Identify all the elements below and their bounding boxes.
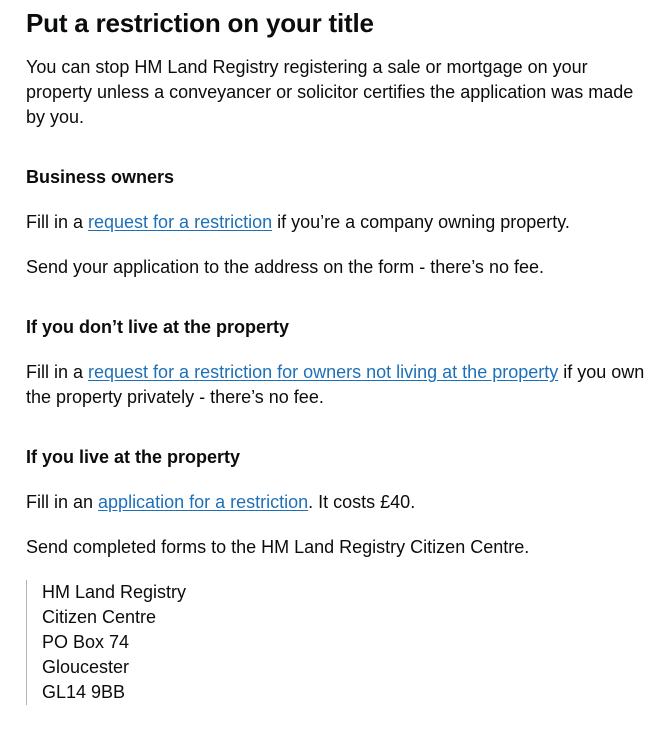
- not-living-fill-in-paragraph: [26, 360, 656, 410]
- business-send-paragraph: Send your application to the address on the form - there’s no fee.: [26, 257, 544, 277]
- intro-paragraph: You can stop HM Land Registry registering a sale or mortgage on your property unless a conveyancer or solicitor certifies the application was made by you.: [26, 57, 634, 127]
- request-for-restriction-link[interactable]: request for a restriction: [88, 212, 273, 232]
- address-line-1: HM Land Registry: [42, 582, 187, 602]
- application-for-restriction-link[interactable]: application for a restriction: [98, 492, 309, 512]
- not-living-text-before: Fill in a: [26, 362, 89, 382]
- not-living-text-after: if you own the property privately - there’s no fee.: [26, 362, 645, 407]
- address-line-3: PO Box 74: [42, 632, 130, 652]
- business-fill-in-text-after: if you’re a company owning property.: [272, 212, 570, 232]
- address-line-2: Citizen Centre: [42, 607, 157, 627]
- business-fill-in-paragraph: [26, 210, 656, 235]
- citizen-centre-address: [26, 580, 656, 705]
- main-content: [26, 0, 656, 705]
- address-line-4: Gloucester: [42, 657, 130, 677]
- living-heading: If you live at the property: [26, 447, 241, 467]
- not-living-heading: If you don’t live at the property: [26, 317, 290, 337]
- address-line-5: GL14 9BB: [42, 682, 126, 702]
- business-owners-heading: Business owners: [26, 167, 175, 187]
- living-fill-in-paragraph: [26, 490, 656, 515]
- page-title: Put a restriction on your title: [26, 8, 374, 38]
- living-text-after: . It costs £40.: [308, 492, 416, 512]
- living-text-before: Fill in an: [26, 492, 99, 512]
- request-for-restriction-not-living-link[interactable]: request for a restriction for owners not living at the property: [88, 362, 559, 382]
- business-fill-in-text-before: Fill in a: [26, 212, 89, 232]
- living-send-paragraph: Send completed forms to the HM Land Registry Citizen Centre.: [26, 537, 530, 557]
